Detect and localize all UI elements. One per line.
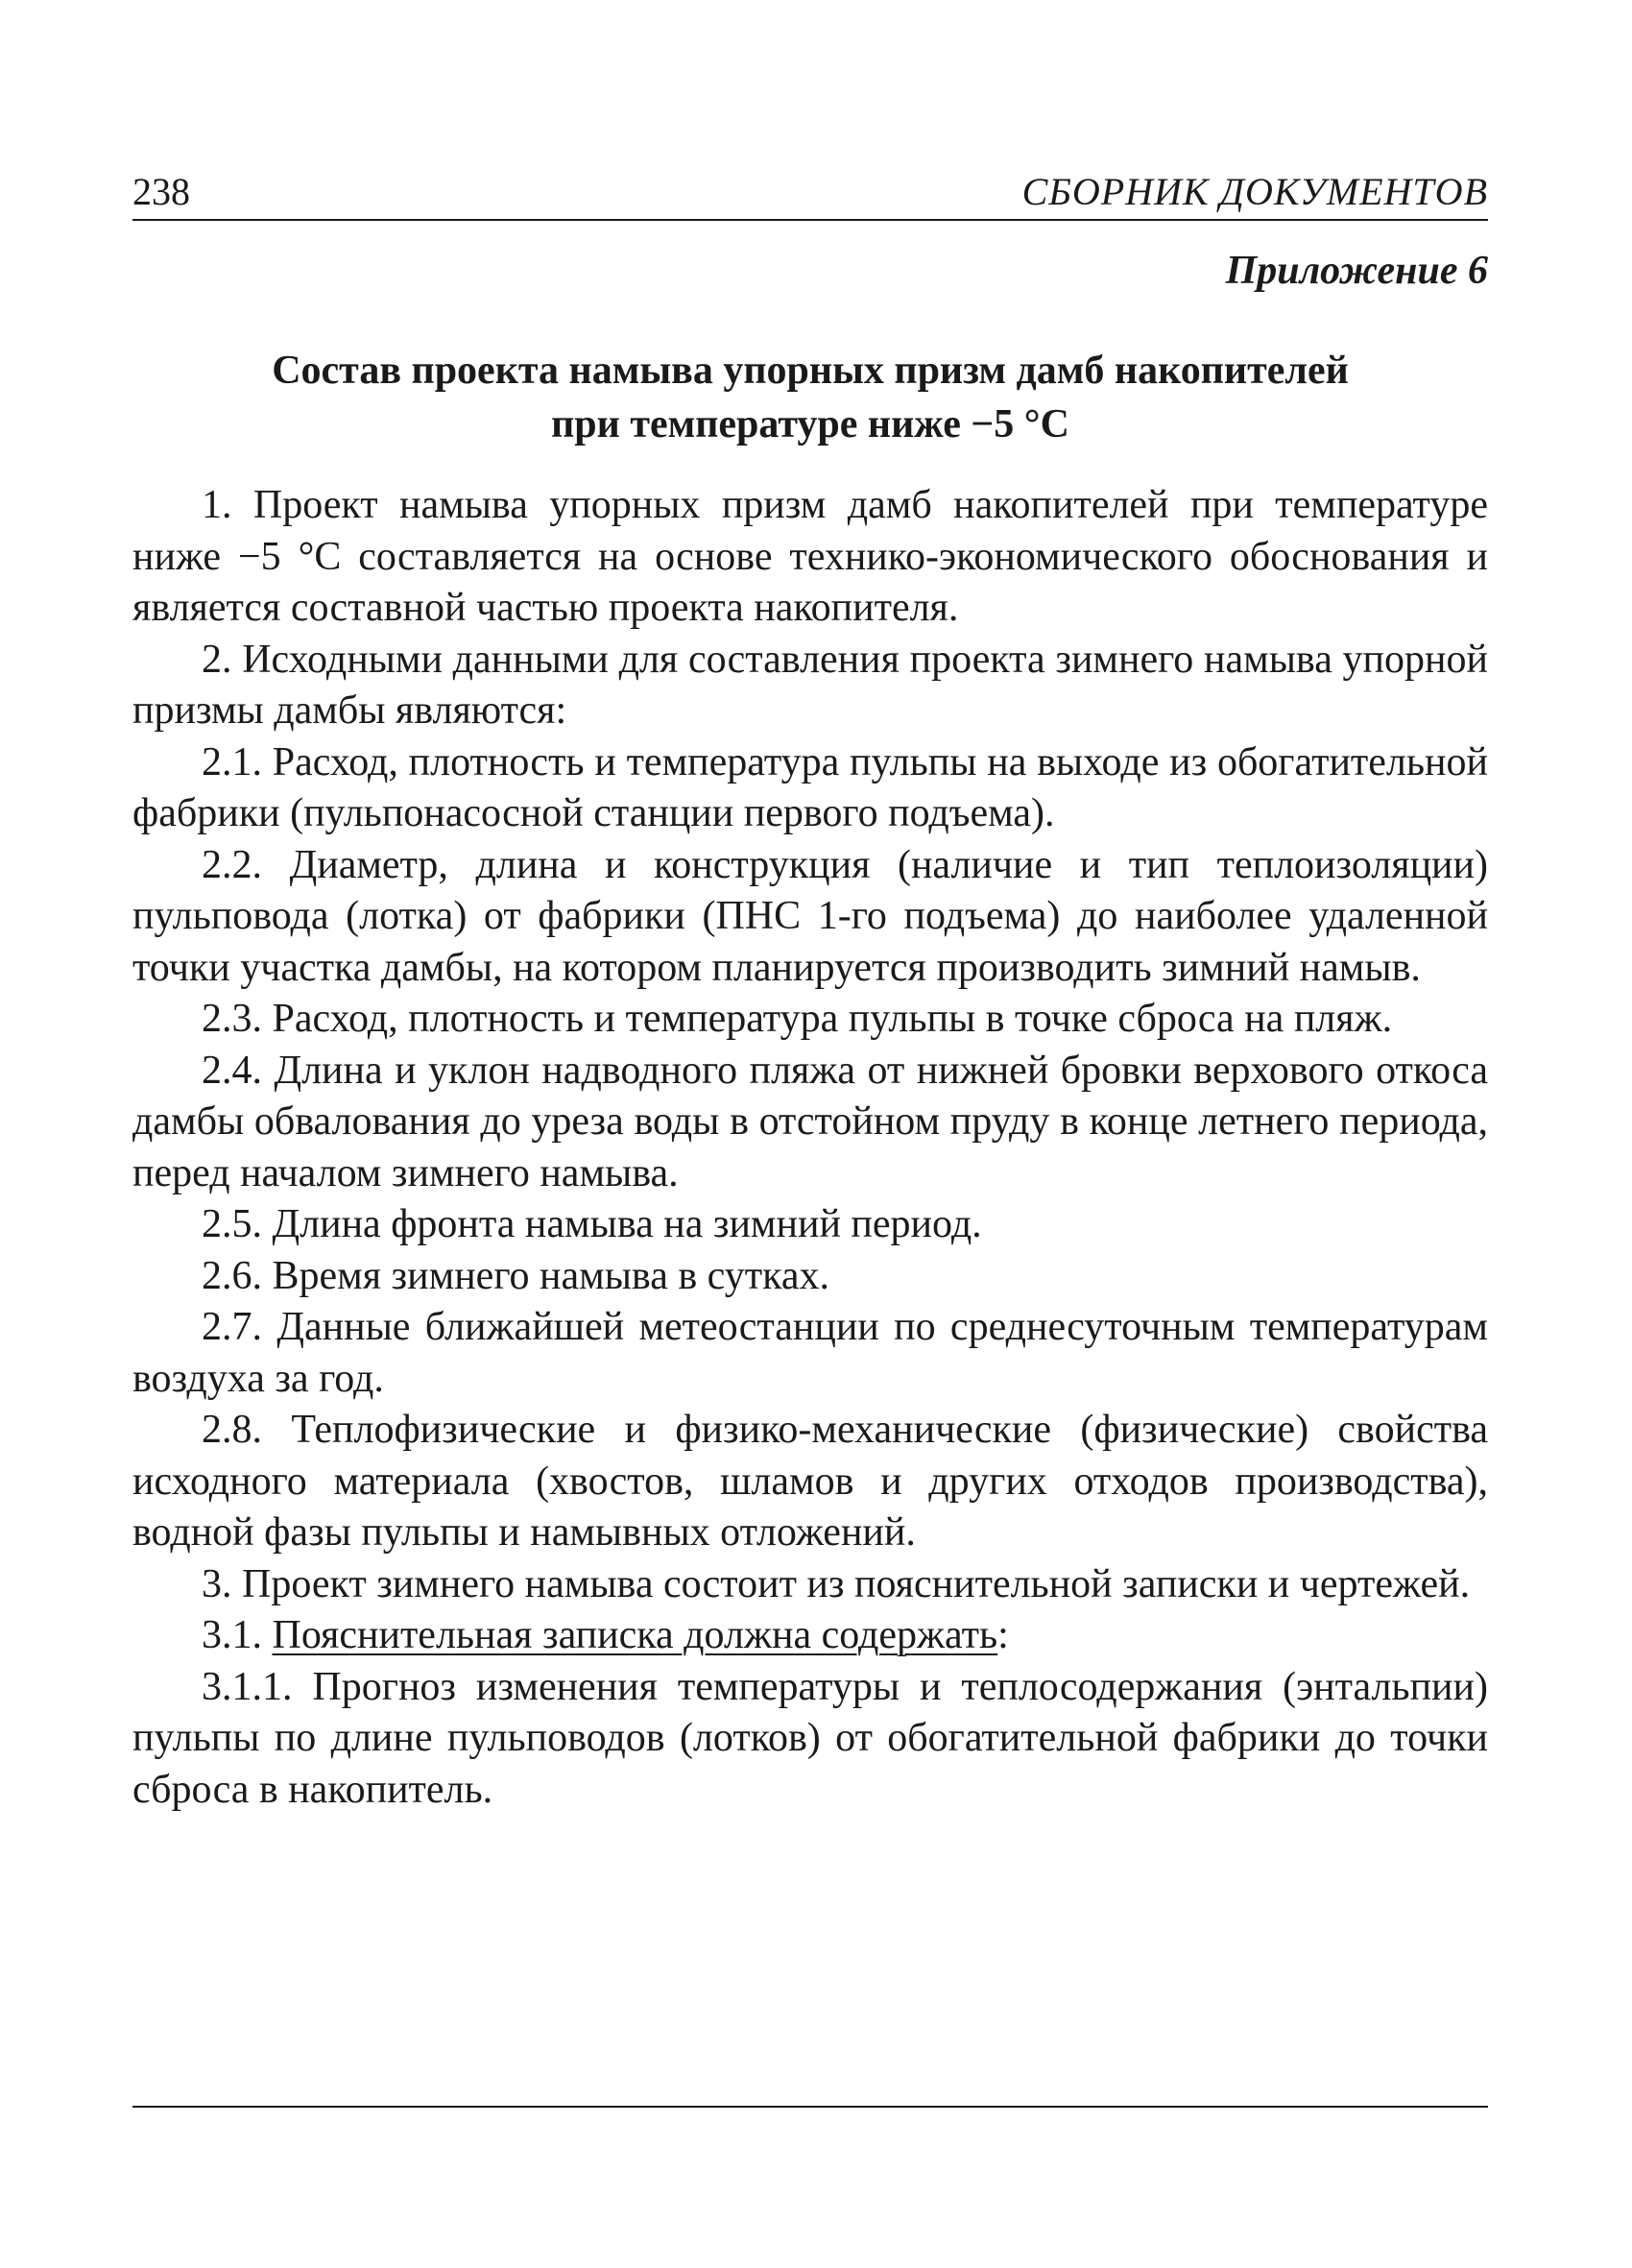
appendix-label: Приложение 6 xyxy=(1225,249,1488,293)
paragraph-2-5: 2.5. Длина фронта намыва на зимний период. xyxy=(202,1202,982,1246)
paragraph-1: 1. Проект намыва упорных призм дамб накопителей при температуре ниже −5 °С составляется на основе технико-экономического обоснования и является составной частью проекта накопителя. xyxy=(132,483,1488,630)
paragraph-2-7: 2.7. Данные ближайшей метеостанции по среднесуточным температурам воздуха за год. xyxy=(132,1305,1488,1401)
document-title xyxy=(132,344,1488,451)
page-number: 238 xyxy=(132,170,190,213)
paragraph-2-2: 2.2. Диаметр, длина и конструкция (наличие и тип теплоизоляции) пульповода (лотка) от фабрики (ПНС 1-го подъема) до наиболее удаленной точки участка дамбы, на котором планируется производить зимний намыв. xyxy=(132,842,1488,990)
paragraph-2-3: 2.3. Расход, плотность и температура пульпы в точке сброса на пляж. xyxy=(202,997,1393,1041)
title-line-1: Состав проекта намыва упорных призм дамб накопителей xyxy=(272,349,1349,393)
item-3-1-number: 3.1. xyxy=(202,1613,273,1657)
footer-divider xyxy=(132,2106,1488,2108)
paragraph-2-4: 2.4. Длина и уклон надводного пляжа от нижней бровки верхового откоса дамбы обвалования до уреза воды в отстойном пруду в конце летнего периода, перед началом зимнего намыва. xyxy=(132,1048,1488,1195)
document-page xyxy=(132,0,1488,2268)
item-3-1-underlined-heading: Пояснительная записка должна содержать xyxy=(272,1613,998,1657)
paragraph-3: 3. Проект зимнего намыва состоит из пояснительной записки и чертежей. xyxy=(202,1561,1471,1606)
paragraph-3-1 xyxy=(132,1610,1488,1662)
paragraph-2-8: 2.8. Теплофизические и физико-механические (физические) свойства исходного материала (хвостов, шламов и других отходов производства), водной фазы пульпы и намывных отложений. xyxy=(132,1408,1488,1555)
paragraph-2-1: 2.1. Расход, плотность и температура пульпы на выходе из обогатительной фабрики (пульпонасосной станции первого подъема). xyxy=(132,739,1488,835)
item-3-1-colon: : xyxy=(997,1613,1009,1657)
running-header xyxy=(132,165,1488,219)
paragraph-3-1-1: 3.1.1. Прогноз изменения температуры и теплосодержания (энтальпии) пульпы по длине пульповодов (лотков) от обогатительной фабрики до точки сброса в накопитель. xyxy=(132,1664,1488,1812)
header-divider xyxy=(132,219,1488,221)
paragraph-2-6: 2.6. Время зимнего намыва в сутках. xyxy=(202,1253,830,1298)
collection-title: СБОРНИК ДОКУМЕНТОВ xyxy=(1021,170,1488,213)
paragraph-2: 2. Исходными данными для составления проекта зимнего намыва упорной призмы дамбы являются: xyxy=(132,637,1488,733)
title-line-2: при температуре ниже −5 °С xyxy=(551,402,1069,446)
body-text xyxy=(132,480,1488,1816)
